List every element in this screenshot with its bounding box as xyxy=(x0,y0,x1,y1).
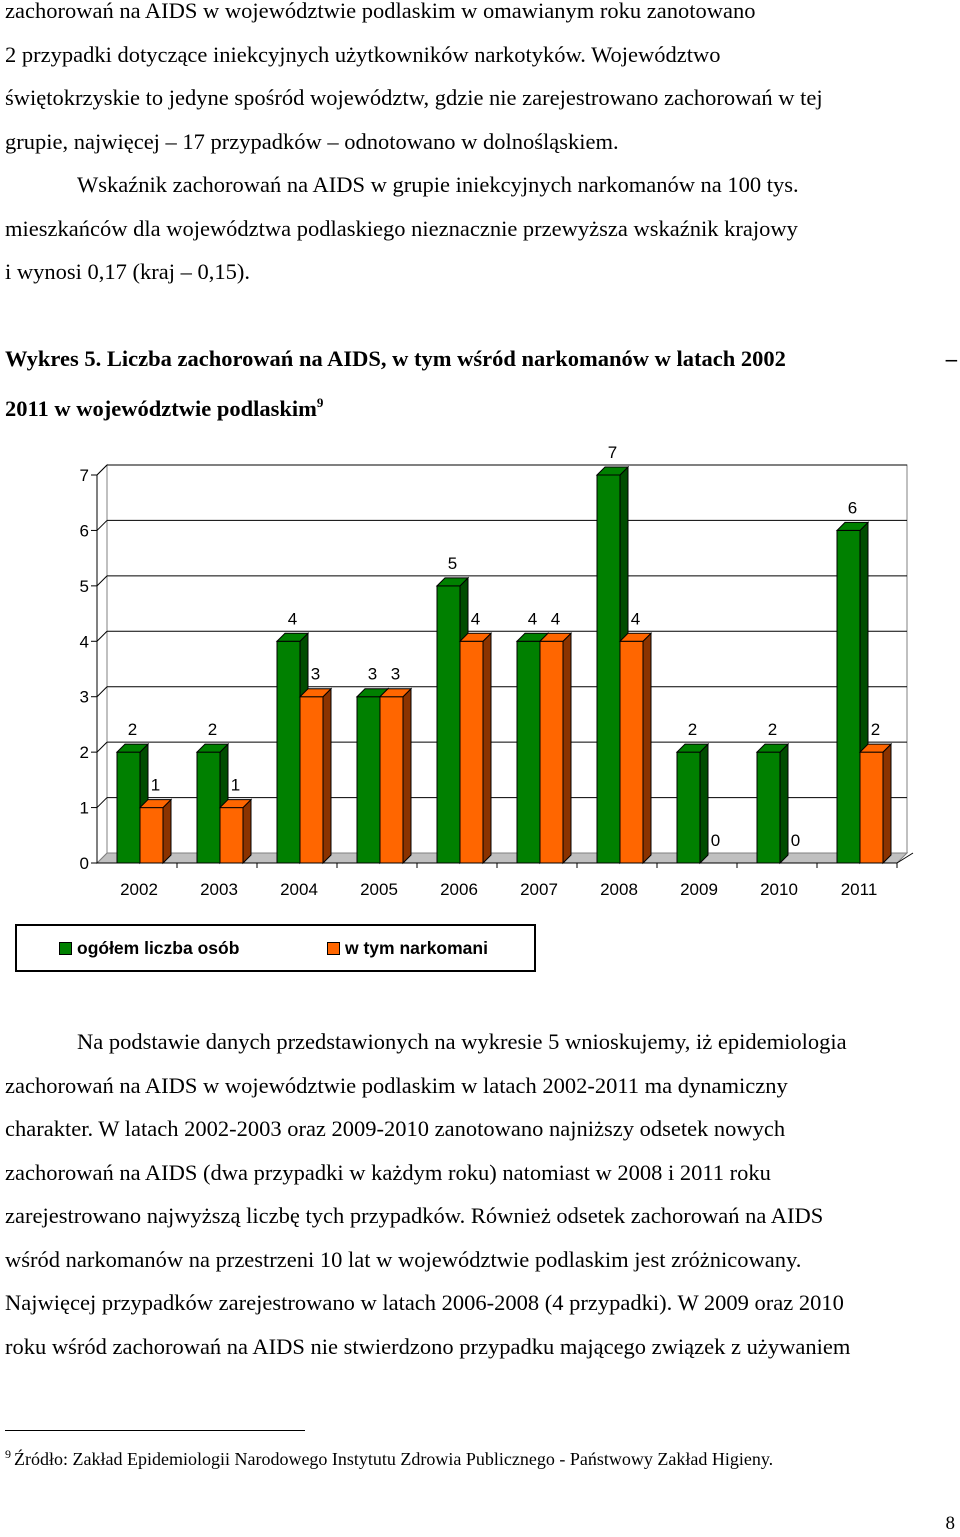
data-label: 6 xyxy=(847,498,858,518)
data-label: 5 xyxy=(447,553,458,573)
text-line xyxy=(5,163,955,207)
footnote-ref: 9 xyxy=(316,394,324,410)
bar-total xyxy=(517,641,540,863)
bar-total xyxy=(837,530,860,863)
text-line-content: Wskaźnik zachorowań na AIDS w grupie iniekcyjnych narkomanów na 100 tys. xyxy=(77,172,799,197)
caption-text: 2011 w województwie podlaskim xyxy=(5,395,317,421)
bar-total xyxy=(677,752,700,863)
caption-line xyxy=(5,337,957,381)
bar-drug-users xyxy=(540,641,563,863)
bar-total xyxy=(277,641,300,863)
y-tick-label: 5 xyxy=(79,576,89,596)
paragraph-conclusions xyxy=(5,1020,955,1368)
paragraph-top xyxy=(5,0,955,163)
caption-text: Wykres 5. Liczba zachorowań na AIDS, w tym wśród narkomanów w latach 2002 xyxy=(5,346,786,371)
legend-swatch xyxy=(327,942,340,955)
bar-drug-users xyxy=(140,808,163,863)
text-line: roku wśród zachorowań na AIDS nie stwierdzono przypadku mającego związek z używaniem xyxy=(5,1333,851,1359)
footnote-separator xyxy=(5,1430,305,1431)
legend-label: ogółem liczba osób xyxy=(77,938,240,958)
caption-dash: – xyxy=(945,346,957,371)
chart-legend xyxy=(15,924,536,972)
bar-side xyxy=(243,800,251,863)
data-label: 4 xyxy=(527,609,538,629)
bar-total xyxy=(597,475,620,863)
text-line: Najwięcej przypadków zarejestrowano w latach 2006-2008 (4 przypadki). W 2009 oraz 2010 xyxy=(5,1290,844,1315)
data-label: 3 xyxy=(367,664,378,684)
data-label: 4 xyxy=(470,609,481,629)
x-tick-label: 2009 xyxy=(680,880,718,899)
data-label: 2 xyxy=(127,720,138,740)
bar-total xyxy=(357,697,380,863)
caption-line xyxy=(5,381,957,431)
y-tick-label: 2 xyxy=(79,743,89,763)
legend-label: w tym narkomani xyxy=(345,938,488,958)
x-tick-label: 2004 xyxy=(280,880,318,899)
bar-drug-users xyxy=(380,697,403,863)
text-line: zachorowań na AIDS w województwie podlaskim w omawianym roku zanotowano xyxy=(5,0,756,23)
data-label: 2 xyxy=(767,720,778,740)
bar-total xyxy=(757,752,780,863)
chart-caption xyxy=(5,337,957,430)
legend-item-drug-users xyxy=(327,938,488,959)
bar-drug-users xyxy=(620,641,643,863)
data-label: 0 xyxy=(790,831,801,850)
x-tick-label: 2011 xyxy=(840,880,878,899)
bar-side xyxy=(163,800,171,863)
bar-drug-users xyxy=(860,752,883,863)
data-label: 4 xyxy=(550,609,561,629)
y-tick-label: 1 xyxy=(79,798,89,818)
footnote-text: Źródło: Zakład Epidemiologii Narodowego Instytutu Zdrowia Publicznego - Państwowy Zakład Higieny. xyxy=(14,1449,774,1469)
text-line: świętokrzyskie to jedyne spośród województw, gdzie nie zarejestrowano zachorowań w tej xyxy=(5,85,823,110)
data-label: 1 xyxy=(230,775,241,795)
bar-side xyxy=(780,744,788,863)
y-tick-label: 0 xyxy=(79,854,89,873)
x-tick-label: 2003 xyxy=(200,880,238,899)
x-tick-label: 2006 xyxy=(440,880,478,899)
data-label: 1 xyxy=(150,775,161,795)
text-line: zachorowań na AIDS (dwa przypadki w każdym roku) natomiast w 2008 i 2011 roku xyxy=(5,1159,771,1185)
paragraph-indicator xyxy=(5,163,955,294)
bar-total xyxy=(197,752,220,863)
x-tick-label: 2005 xyxy=(360,880,398,899)
text-line: 2 przypadki dotyczące iniekcyjnych użytkowników narkotyków. Województwo xyxy=(5,41,721,67)
text-line-content: Na podstawie danych przedstawionych na wykresie 5 wnioskujemy, iż epidemiologia xyxy=(77,1029,847,1054)
data-label: 2 xyxy=(687,720,698,740)
data-label: 2 xyxy=(870,720,881,740)
plot-side-wall xyxy=(97,465,107,863)
footnote-number: 9 xyxy=(5,1447,11,1461)
bar-drug-users xyxy=(300,697,323,863)
bar-total xyxy=(437,586,460,863)
data-label: 3 xyxy=(390,664,401,684)
bar-chart xyxy=(0,435,960,915)
text-line: zachorowań na AIDS w województwie podlaskim w latach 2002-2011 ma dynamiczny xyxy=(5,1072,788,1098)
bar-side xyxy=(563,633,571,863)
y-tick-label: 6 xyxy=(79,521,89,541)
text-line: mieszkańców dla województwa podlaskiego nieznacznie przewyższa wskaźnik krajowy xyxy=(5,215,798,241)
text-line: zarejestrowano najwyższą liczbę tych przypadków. Również odsetek zachorowań na AIDS xyxy=(5,1203,824,1228)
x-tick-label: 2008 xyxy=(600,880,638,899)
y-tick-label: 3 xyxy=(79,687,89,707)
legend-item-total xyxy=(59,938,239,959)
bar-side xyxy=(323,689,331,863)
y-tick-label: 4 xyxy=(79,632,89,652)
data-label: 3 xyxy=(310,664,321,684)
x-tick-label: 2002 xyxy=(120,880,158,899)
text-line: i wynosi 0,17 (kraj – 0,15). xyxy=(5,259,250,284)
y-tick-label: 7 xyxy=(79,466,89,485)
bar-side xyxy=(883,744,891,863)
data-label: 4 xyxy=(630,609,641,629)
data-label: 2 xyxy=(207,720,218,740)
footnote xyxy=(5,1440,955,1473)
page-number: 8 xyxy=(945,1513,955,1534)
data-label: 7 xyxy=(607,443,618,462)
x-tick-label: 2010 xyxy=(760,880,798,899)
text-line: grupie, najwięcej – 17 przypadków – odnotowano w dolnośląskiem. xyxy=(5,128,619,154)
legend-swatch xyxy=(59,942,72,955)
data-label: 4 xyxy=(287,609,298,629)
bar-side xyxy=(483,633,491,863)
text-line: wśród narkomanów na przestrzeni 10 lat w województwie podlaskim jest zróżnicowany. xyxy=(5,1246,802,1272)
x-axis-ticks xyxy=(120,863,897,899)
bar-side xyxy=(403,689,411,863)
text-line: charakter. W latach 2002-2003 oraz 2009-2010 zanotowano najniższy odsetek nowych xyxy=(5,1116,786,1141)
bar-side xyxy=(700,744,708,863)
text-line xyxy=(5,1020,955,1064)
x-tick-label: 2007 xyxy=(520,880,558,899)
bar-total xyxy=(117,752,140,863)
bar-drug-users xyxy=(220,808,243,863)
data-label: 0 xyxy=(710,831,721,850)
bar-side xyxy=(643,633,651,863)
bar-drug-users xyxy=(460,641,483,863)
